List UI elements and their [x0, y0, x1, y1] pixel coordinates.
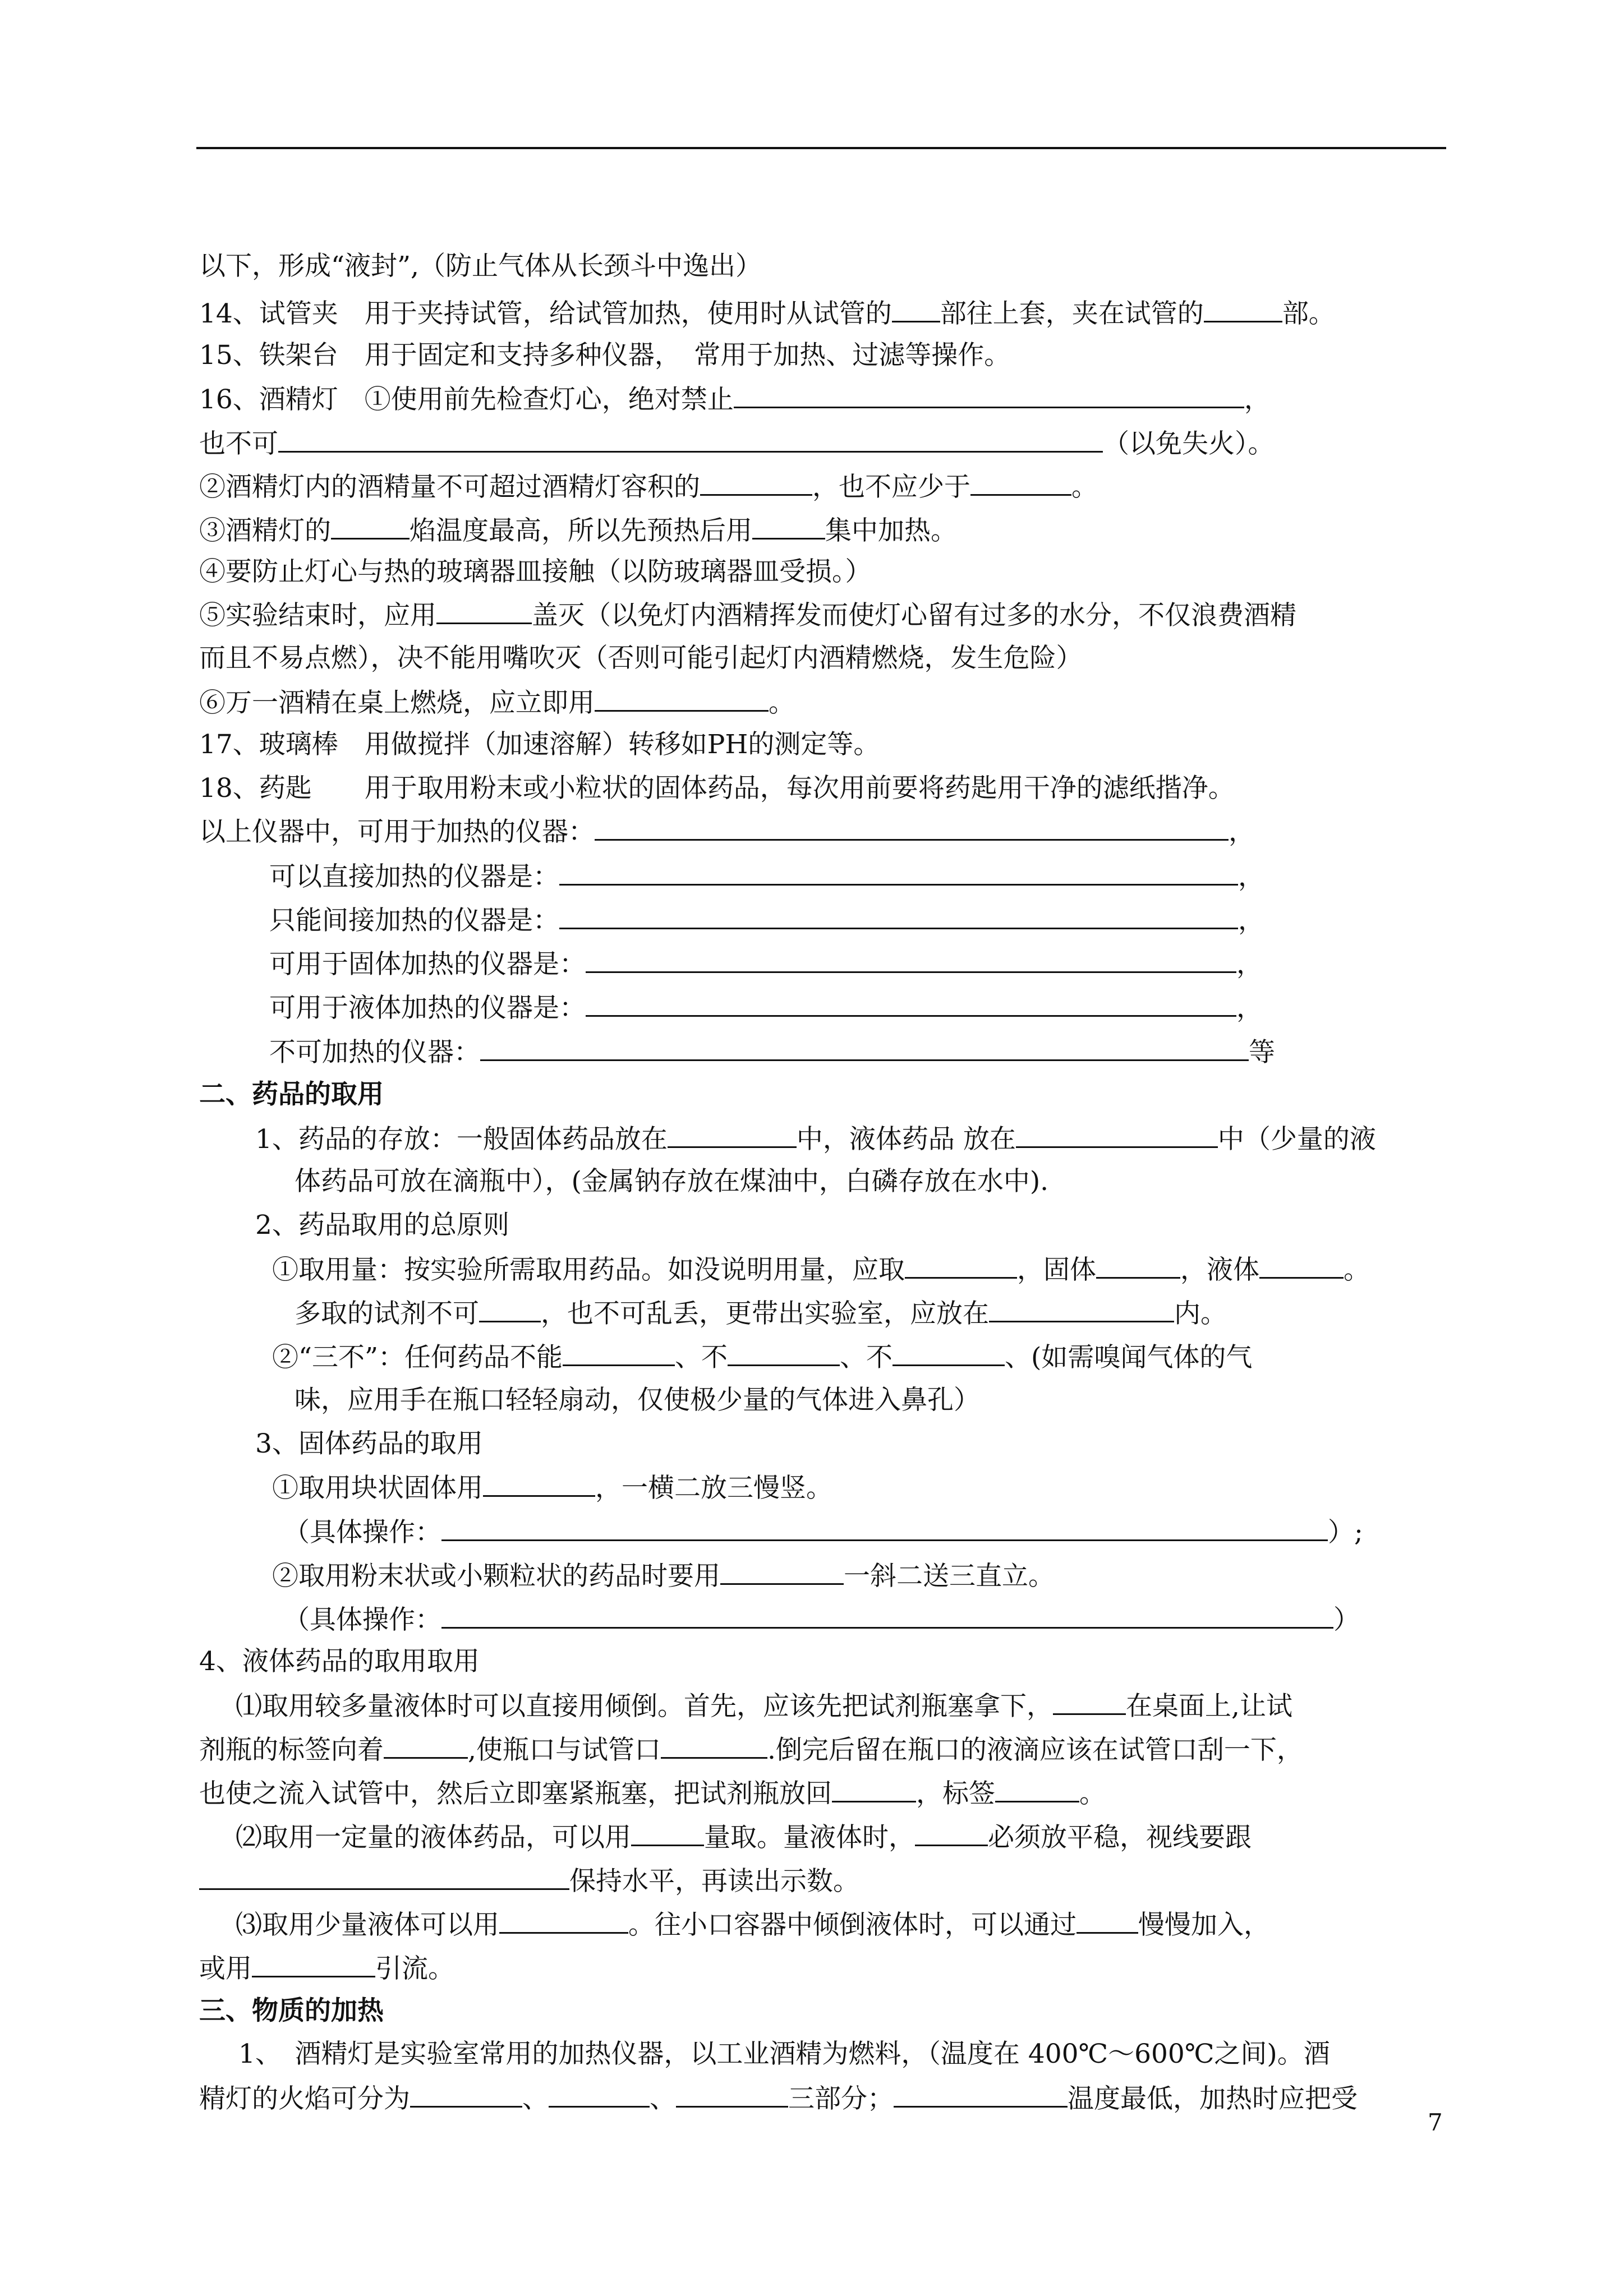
fill-in-blank[interactable]: [989, 1296, 1174, 1322]
fill-in-blank[interactable]: [700, 469, 812, 496]
text-segment: ⑶取用少量液体可以用: [236, 1910, 499, 1940]
section-heading: [199, 1078, 384, 1112]
text-line: [295, 1384, 980, 1417]
fill-in-blank[interactable]: [331, 513, 410, 540]
text-segment: 引流。: [375, 1953, 454, 1984]
text-segment: 以上仪器中，可用于加热的仪器：: [199, 817, 595, 847]
text-segment: 慢慢加入，: [1138, 1910, 1270, 1940]
text-segment: ，: [1238, 861, 1264, 892]
text-segment: 、: [522, 2083, 549, 2114]
header-rule: [196, 147, 1446, 149]
text-segment: 可用于固体加热的仪器是：: [269, 949, 586, 980]
text-segment: ，: [1244, 384, 1271, 415]
text-segment: 18、药匙 用于取用粉末或小粒状的固体药品，每次用前要将药匙用干净的滤纸揩净。: [199, 773, 1235, 804]
text-line: [295, 1165, 1048, 1198]
text-line: [272, 1340, 1252, 1375]
fill-in-blank[interactable]: [586, 990, 1236, 1017]
fill-in-blank[interactable]: [595, 814, 1229, 841]
fill-in-blank[interactable]: [894, 2081, 1068, 2108]
fill-in-blank[interactable]: [892, 1340, 1005, 1366]
text-line: [199, 685, 795, 720]
text-line: [269, 903, 1264, 938]
fill-in-blank[interactable]: [1076, 1907, 1138, 1934]
text-segment: ，: [1236, 993, 1263, 1023]
fill-in-blank[interactable]: [631, 1820, 704, 1846]
text-line: [255, 1209, 509, 1242]
fill-in-blank[interactable]: [252, 1951, 375, 1977]
text-line: [283, 1602, 1360, 1637]
fill-in-blank[interactable]: [436, 598, 532, 624]
text-line: [269, 990, 1263, 1025]
fill-in-blank[interactable]: [1053, 1689, 1126, 1715]
text-segment: ,使瓶口与试管口: [468, 1735, 661, 1765]
text-segment: 、(如需嗅闻气体的气: [1005, 1342, 1253, 1373]
text-line: [236, 1907, 1270, 1942]
fill-in-blank[interactable]: [441, 1515, 1328, 1541]
text-line: [199, 2081, 1358, 2116]
text-segment: ①取用块状固体用: [272, 1473, 483, 1504]
text-segment: 可以直接加热的仪器是：: [269, 861, 559, 892]
text-segment: 三、物质的加热: [199, 1995, 384, 2026]
fill-in-blank[interactable]: [752, 513, 825, 540]
text-line: [269, 947, 1263, 981]
text-segment: ②取用粉末状或小颗粒状的药品时要用: [272, 1561, 720, 1592]
fill-in-blank[interactable]: [549, 2081, 650, 2108]
text-segment: ⑤实验结束时，应用: [199, 600, 436, 631]
fill-in-blank[interactable]: [1016, 1122, 1218, 1148]
text-line: [255, 1427, 483, 1461]
text-segment: 保持水平，再读出示数。: [569, 1866, 859, 1897]
text-segment: 以下，形成“液封”,（防止气体从长颈斗中逸出）: [199, 251, 762, 282]
text-line: [199, 296, 1335, 331]
text-segment: 可用于液体加热的仪器是：: [269, 993, 586, 1023]
fill-in-blank[interactable]: [970, 469, 1071, 496]
text-segment: 不可加热的仪器：: [269, 1037, 480, 1068]
text-line: [199, 339, 1010, 372]
text-segment: 剂瓶的标签向着: [199, 1735, 384, 1765]
text-segment: 、不: [675, 1342, 728, 1373]
text-segment: 体药品可放在滴瓶中），(金属钠存放在煤油中，白磷存放在水中).: [295, 1166, 1049, 1197]
text-segment: 而且不易点燃），决不能用嘴吹灭（否则可能引起灯内酒精燃烧，发生危险）: [199, 643, 1083, 674]
text-segment: .倒完后留在瓶口的液滴应该在试管口刮一下，: [767, 1735, 1303, 1765]
fill-in-blank[interactable]: [720, 1559, 844, 1585]
text-segment: ②酒精灯内的酒精量不可超过酒精灯容积的: [199, 472, 700, 502]
text-line: [199, 555, 872, 589]
fill-in-blank[interactable]: [499, 1907, 628, 1934]
fill-in-blank[interactable]: [563, 1340, 675, 1366]
text-line: [199, 426, 1275, 461]
text-segment: ，: [1236, 949, 1263, 980]
text-segment: ）;: [1328, 1517, 1363, 1548]
page-number: 7: [1428, 2109, 1443, 2136]
fill-in-blank[interactable]: [1259, 1252, 1344, 1279]
text-line: [199, 513, 957, 548]
text-segment: 多取的试剂不可: [295, 1298, 479, 1329]
text-segment: 量取。量液体时，: [704, 1822, 915, 1853]
text-line: [255, 1122, 1376, 1156]
fill-in-blank[interactable]: [915, 1820, 988, 1846]
fill-in-blank[interactable]: [595, 685, 769, 712]
text-segment: ①取用量：按实验所需取用药品。如没说明用量，应取: [272, 1255, 905, 1285]
fill-in-blank[interactable]: [832, 1776, 916, 1802]
fill-in-blank[interactable]: [1204, 296, 1282, 322]
text-line: [236, 1689, 1292, 1723]
text-segment: 。: [1071, 472, 1098, 502]
text-segment: ，标签: [916, 1778, 995, 1809]
text-segment: 3、固体药品的取用: [255, 1428, 483, 1459]
text-segment: 或用: [199, 1953, 252, 1984]
text-segment: 集中加热。: [825, 515, 957, 546]
fill-in-blank[interactable]: [728, 1340, 840, 1366]
fill-in-blank[interactable]: [586, 947, 1236, 973]
text-line: [283, 1515, 1363, 1550]
text-segment: 盖灭（以免灯内酒精挥发而使灯心留有过多的水分，不仅浪费酒精: [532, 600, 1296, 631]
fill-in-blank[interactable]: [668, 1122, 797, 1148]
fill-in-blank[interactable]: [278, 426, 1103, 453]
fill-in-blank[interactable]: [384, 1732, 468, 1759]
fill-in-blank[interactable]: [676, 2081, 788, 2108]
text-line: [269, 859, 1264, 894]
text-segment: ，也不可乱丢，更带出实验室，应放在: [541, 1298, 989, 1329]
text-segment: 4、液体药品的取用取用: [199, 1646, 480, 1677]
text-segment: 、不: [840, 1342, 893, 1373]
text-line: [199, 382, 1271, 417]
text-line: [236, 1820, 1252, 1855]
text-line: [199, 1732, 1303, 1767]
text-segment: 1、 酒精灯是实验室常用的加热仪器，以工业酒精为燃料，（温度在 400℃～600℃之间)。酒: [238, 2039, 1330, 2069]
fill-in-blank[interactable]: [483, 1470, 595, 1497]
text-line: [269, 1035, 1275, 1069]
text-segment: 三部分；: [788, 2083, 894, 2114]
text-segment: ，: [1238, 905, 1264, 936]
text-segment: 、: [650, 2083, 676, 2114]
fill-in-blank[interactable]: [559, 903, 1238, 929]
text-segment: 中（少量的液: [1217, 1124, 1376, 1155]
text-segment: 焰温度最高，所以先预热后用: [410, 515, 752, 546]
text-line: [199, 469, 1098, 504]
text-segment: （具体操作：: [283, 1517, 441, 1548]
text-segment: 内。: [1174, 1298, 1227, 1329]
text-segment: 等: [1249, 1037, 1275, 1068]
text-segment: 17、玻璃棒 用做搅拌（加速溶解）转移如PH的测定等。: [199, 729, 880, 760]
text-line: [199, 1776, 1106, 1811]
text-segment: （具体操作：: [283, 1605, 441, 1635]
text-segment: ）: [1333, 1605, 1360, 1635]
text-segment: 1、药品的存放：一般固体药品放在: [255, 1124, 668, 1155]
text-line: [199, 642, 1083, 675]
text-line: [199, 1864, 859, 1898]
text-segment: 。往小口容器中倾倒液体时，可以通过: [628, 1910, 1076, 1940]
text-segment: ⑴取用较多量液体时可以直接用倾倒。首先，应该先把试剂瓶塞拿下，: [236, 1691, 1053, 1722]
text-segment: （以免失火）。: [1103, 428, 1275, 459]
text-line: [272, 1252, 1370, 1287]
text-segment: 也使之流入试管中，然后立即塞紧瓶塞，把试剂瓶放回: [199, 1778, 832, 1809]
text-line: [272, 1559, 1055, 1593]
text-line: [238, 2037, 1330, 2071]
text-segment: 部。: [1282, 298, 1335, 329]
fill-in-blank[interactable]: [559, 859, 1238, 886]
text-segment: 14、试管夹 用于夹持试管，给试管加热，使用时从试管的: [199, 298, 892, 329]
text-segment: ⑵取用一定量的液体药品，可以用: [236, 1822, 631, 1853]
text-segment: 。: [769, 688, 795, 718]
fill-in-blank[interactable]: [661, 1732, 767, 1759]
text-segment: 味，应用手在瓶口轻轻扇动，仅使极少量的气体进入鼻孔）: [295, 1385, 980, 1416]
text-segment: 。: [1079, 1778, 1106, 1809]
text-segment: 部往上套，夹在试管的: [940, 298, 1204, 329]
fill-in-blank[interactable]: [734, 382, 1244, 408]
fill-in-blank[interactable]: [479, 1296, 541, 1322]
text-segment: ④要防止灯心与热的玻璃器皿接触（以防玻璃器皿受损。）: [199, 556, 872, 587]
text-line: [272, 1470, 832, 1505]
text-line: [199, 250, 762, 283]
text-segment: ②“三不”：任何药品不能: [272, 1342, 563, 1373]
fill-in-blank[interactable]: [905, 1252, 1017, 1279]
text-segment: 温度最低，加热时应把受: [1068, 2083, 1358, 2114]
text-line: [199, 1645, 480, 1679]
text-segment: 在桌面上,让试: [1126, 1691, 1292, 1722]
text-segment: 只能间接加热的仪器是：: [269, 905, 559, 936]
section-heading: [199, 1994, 384, 2028]
text-line: [199, 598, 1296, 633]
text-segment: ，一横二放三慢竖。: [595, 1473, 832, 1504]
fill-in-blank[interactable]: [892, 296, 940, 322]
text-segment: ③酒精灯的: [199, 515, 331, 546]
fill-in-blank[interactable]: [410, 2081, 522, 2108]
text-segment: ，: [1229, 817, 1255, 847]
text-segment: ，也不应少于: [812, 472, 970, 502]
fill-in-blank[interactable]: [995, 1776, 1079, 1802]
text-segment: 16、酒精灯 ①使用前先检查灯心，绝对禁止: [199, 384, 734, 415]
text-segment: ，固体: [1017, 1255, 1096, 1285]
fill-in-blank[interactable]: [480, 1035, 1249, 1061]
text-line: [295, 1296, 1227, 1331]
fill-in-blank[interactable]: [441, 1602, 1333, 1629]
text-segment: 15、铁架台 用于固定和支持多种仪器， 常用于加热、过滤等操作。: [199, 340, 1011, 371]
text-segment: 2、药品取用的总原则: [255, 1210, 509, 1241]
text-segment: ⑥万一酒精在桌上燃烧，应立即用: [199, 688, 595, 718]
text-line: [199, 1951, 454, 1986]
text-segment: 。: [1344, 1255, 1370, 1285]
text-segment: 中，液体药品 放在: [796, 1124, 1016, 1155]
fill-in-blank[interactable]: [1096, 1252, 1180, 1279]
text-segment: 必须放平稳，视线要跟: [988, 1822, 1252, 1853]
text-segment: 一斜二送三直立。: [844, 1561, 1055, 1592]
text-line: [199, 772, 1235, 805]
text-segment: 精灯的火焰可分为: [199, 2083, 410, 2114]
text-segment: 二、药品的取用: [199, 1079, 384, 1110]
text-line: [199, 814, 1255, 849]
text-segment: 也不可: [199, 428, 278, 459]
text-line: [199, 728, 880, 762]
text-segment: ，液体: [1180, 1255, 1259, 1285]
fill-in-blank[interactable]: [199, 1864, 569, 1890]
